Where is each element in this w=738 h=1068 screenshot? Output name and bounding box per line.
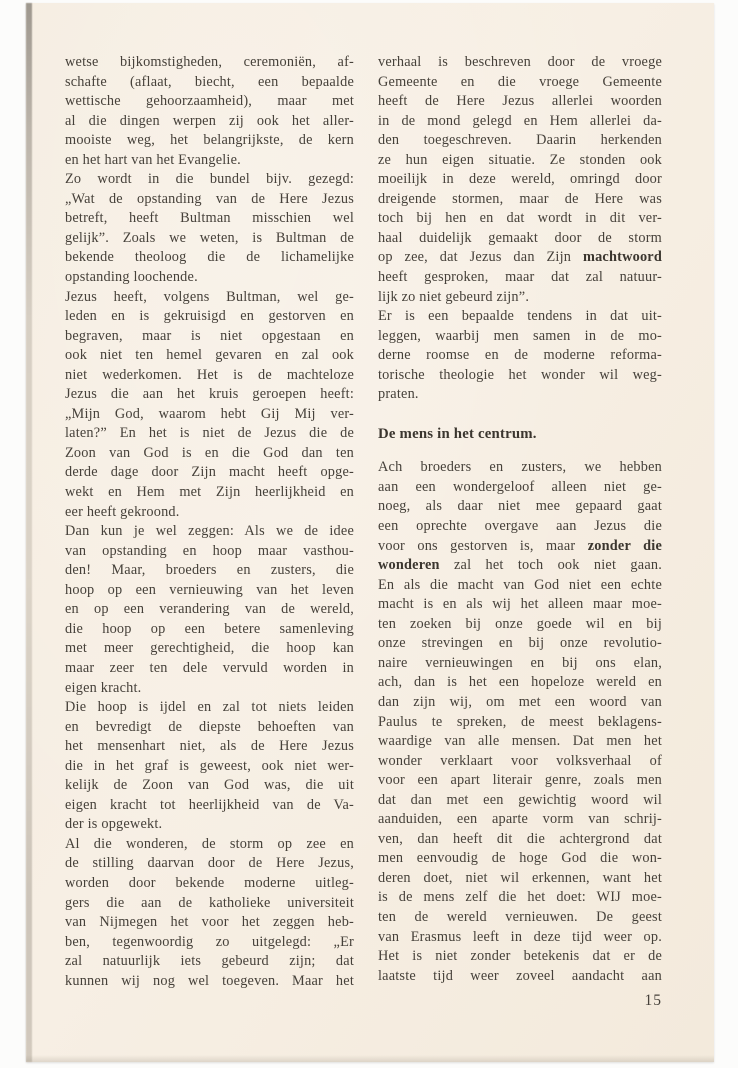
- text-line: van Nijmegen het voor het zeggen heb-: [65, 914, 354, 931]
- text-line: gers die aan de katholieke universiteit: [65, 894, 354, 911]
- text-line: ze hun eigen situatie. Ze stonden ook: [378, 151, 662, 168]
- text-line: worden door bekende moderne uitleg-: [65, 874, 354, 891]
- text-line: wettische gehoorzaamheid), maar met: [65, 93, 354, 110]
- text-line: en op een verandering van de wereld,: [65, 601, 354, 618]
- text-line: eigen kracht.: [65, 679, 142, 696]
- text-line: schafte (aflaat, biecht, een bepaalde: [65, 73, 354, 90]
- text-line: Die hoop is ijdel en zal tot niets leiden: [65, 699, 354, 716]
- text-line: van opstanding en hoop maar vasthou-: [65, 542, 354, 559]
- text-line: wonderen zal het toch ook niet gaan.: [378, 557, 662, 574]
- text-line: Gemeente en die vroege Gemeente: [378, 73, 662, 90]
- text-line: niet wederkomen. Het is de machteloze: [65, 366, 354, 383]
- text-line: laatste tijd weer zoveel aandacht aan: [378, 967, 662, 984]
- text-line: op zee, dat Jezus dan Zijn machtwoord: [378, 249, 662, 266]
- text-line: En als die macht van God niet een echte: [378, 576, 662, 593]
- text-line: voor ons gestorven is, maar zonder die: [378, 537, 662, 554]
- text-line: hoop op een vernieuwing van het leven: [65, 581, 354, 598]
- text-line: wetse bijkomstigheden, ceremoniën, af-: [65, 54, 354, 70]
- text-line: waardige van alle mensen. Dat men het: [378, 733, 662, 750]
- text-line: een oprechte overgave aan Jezus die: [378, 518, 662, 535]
- paper-page: [26, 3, 714, 1062]
- text-line: en het hart van het Evangelie.: [65, 151, 241, 168]
- text-line: is de mens zelf die het doet: WIJ moe-: [378, 889, 662, 906]
- section-heading: De mens in het centrum.: [378, 425, 537, 442]
- text-line: Dan kun je wel zeggen: Als we de idee: [65, 523, 354, 540]
- text-line: der is opgewekt.: [65, 816, 163, 833]
- text-line: van Erasmus leeft in deze tijd weer op.: [378, 928, 662, 945]
- text-line: derne roomse en de moderne reforma-: [378, 347, 662, 364]
- text-line: met meer gerechtigheid, die hoop kan: [65, 640, 354, 657]
- text-line: kunnen wij nog wel toegeven. Maar het: [65, 972, 354, 989]
- text-line: al die dingen werpen zij ook het aller-: [65, 112, 354, 129]
- text-line: Er is een bepaalde tendens in dat uit-: [378, 308, 662, 325]
- text-line: wonder verklaart voor volksverhaal of: [378, 752, 662, 769]
- text-line: den! Maar, broeders en zusters, die: [65, 562, 354, 579]
- text-line: Zo wordt in die bundel bijv. gezegd:: [65, 171, 354, 188]
- text-line: heeft gesproken, maar dat zal natuur-: [378, 269, 662, 286]
- text-line: „Mijn God, waarom hebt Gij Mij ver-: [65, 405, 354, 422]
- text-line: ook niet ten hemel gevaren en zal ook: [65, 347, 354, 364]
- text-line: ben, tegenwoordig zo uitgelegd: „Er: [65, 933, 354, 950]
- text-line: haal duidelijk gemaakt door de storm: [378, 229, 662, 246]
- text-line: in de mond gelegd en Hem allerlei da-: [378, 112, 662, 129]
- text-line: eigen kracht tot heerlijkheid van de Va-: [65, 796, 354, 813]
- text-line: aan een wondergeloof alleen niet ge-: [378, 478, 662, 495]
- text-line: maar zeer ten dele vervuld worden in: [65, 659, 354, 676]
- text-line: betreft, heeft Bultman misschien wel: [65, 210, 354, 227]
- text-line: begraven, maar is niet opgestaan en: [65, 327, 354, 344]
- text-line: voor een apart literair genre, zoals men: [378, 772, 662, 789]
- text-line: den toegeschreven. Daarin herkenden: [378, 132, 662, 149]
- left-text-column: [65, 53, 354, 991]
- text-line: macht is en als wij het alleen maar moe-: [378, 596, 662, 613]
- text-line: torische theologie het wonder wil weg-: [378, 366, 662, 383]
- text-line: opstanding loochende.: [65, 269, 198, 286]
- text-line: laten?” En het is niet de Jezus die de: [65, 425, 354, 442]
- text-line: Het is niet zonder betekenis dat er de: [378, 948, 662, 965]
- text-line: dat dan met een gewichtig woord wil: [378, 791, 662, 808]
- text-line: Jezus heeft, volgens Bultman, wel ge-: [65, 288, 354, 305]
- text-line: moeilijk in deze wereld, omringd door: [378, 171, 662, 188]
- text-line: die hoop op een betere samenleving: [65, 620, 354, 637]
- text-line: leggen, waarbij men samen in de mo-: [378, 327, 662, 344]
- text-line: verhaal is beschreven door de vroege: [378, 54, 662, 70]
- text-line: kelijk de Zoon van God was, die uit: [65, 777, 354, 794]
- text-line: ten zoeken bij onze goede wil en bij: [378, 615, 662, 632]
- text-line: en bevredigt de diepste behoeften van: [65, 718, 354, 735]
- text-line: ach, dan is het een hopeloze wereld en: [378, 674, 662, 691]
- text-line: zal natuurlijk iets gebeurd zijn; dat: [65, 953, 354, 970]
- text-line: heeft de Here Jezus allerlei woorden: [378, 93, 662, 110]
- text-line: toch bij hen en dat wordt in dit ver-: [378, 210, 662, 227]
- text-line: men eenvoudig de hoge God die won-: [378, 850, 662, 867]
- text-line: gelijk”. Zoals we weten, is Bultman de: [65, 229, 354, 246]
- text-line: ven, dan heeft dit die achtergrond dat: [378, 830, 662, 847]
- text-line: leden en is gekruisigd en gestorven en: [65, 308, 354, 325]
- text-line: praten.: [378, 386, 419, 403]
- text-line: Paulus te spreken, de meest beklagens-: [378, 713, 662, 730]
- right-text-column: [378, 53, 662, 986]
- text-line: dan zijn wij, om met een woord van: [378, 693, 662, 710]
- text-line: Al die wonderen, de storm op zee en: [65, 835, 354, 852]
- text-line: dreigende stormen, maar de Here was: [378, 190, 662, 207]
- text-line: die in het graf is geweest, ook niet wer-: [65, 757, 354, 774]
- text-line: „Wat de opstanding van de Here Jezus: [65, 190, 354, 207]
- text-line: de stilling daarvan door de Here Jezus,: [65, 855, 354, 872]
- text-line: Jezus die aan het kruis geroepen heeft:: [65, 386, 354, 403]
- text-line: Zoon van God is en die God dan ten: [65, 444, 354, 461]
- text-line: Ach broeders en zusters, we hebben: [378, 459, 662, 476]
- text-line: het mensenhart niet, als de Here Jezus: [65, 738, 354, 755]
- text-line: derde dage door Zijn macht heeft opge-: [65, 464, 354, 481]
- text-line: ten de wereld vernieuwen. De geest: [378, 908, 662, 925]
- text-line: eer heeft gekroond.: [65, 503, 180, 520]
- text-line: naire vernieuwingen en bij ons elan,: [378, 654, 662, 671]
- text-line: aanduiden, een aparte vorm van schrij-: [378, 811, 662, 828]
- text-line: onze strevingen en bij onze revolutio-: [378, 635, 662, 652]
- text-line: noeg, als daar niet mee gepaard gaat: [378, 498, 662, 515]
- text-line: bekende theoloog die de lichamelijke: [65, 249, 354, 266]
- text-line: lijk zo niet gebeurd zijn”.: [378, 288, 530, 305]
- page-number: 15: [644, 992, 662, 1009]
- text-line: deren doet, niet wil erkennen, want het: [378, 869, 662, 886]
- text-line: wekt en Hem met Zijn heerlijkheid en: [65, 484, 354, 501]
- text-line: mooiste weg, het belangrijkste, de kern: [65, 132, 354, 149]
